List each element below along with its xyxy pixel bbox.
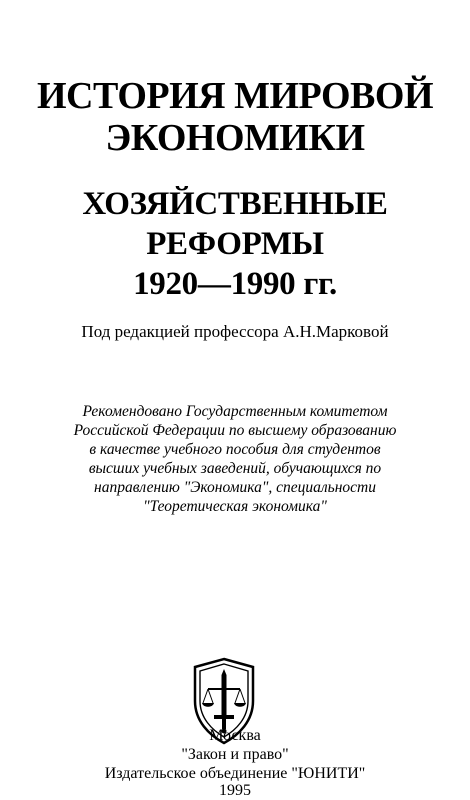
book-title-line-2: ЭКОНОМИКИ: [105, 117, 365, 159]
editor-credit: Под редакцией профессора А.Н.Марковой: [81, 322, 389, 341]
recommendation-line: в качестве учебного пособия для студентов: [89, 441, 381, 458]
recommendation-line: Российской Федерации по высшему образованию: [73, 422, 397, 439]
imprint-publisher: "Закон и право": [181, 746, 289, 763]
imprint-city: Москва: [209, 727, 261, 744]
book-subtitle-years: 1920—1990 гг.: [133, 266, 337, 302]
book-subtitle-line-2: РЕФОРМЫ: [146, 226, 324, 262]
recommendation-line: "Теоретическая экономика": [143, 498, 327, 515]
recommendation-line: высших учебных заведений, обучающихся по: [88, 460, 382, 477]
recommendation-line: Рекомендовано Государственным комитетом: [82, 403, 388, 420]
book-subtitle-line-1: ХОЗЯЙСТВЕННЫЕ: [82, 186, 388, 222]
book-title-line-1: ИСТОРИЯ МИРОВОЙ: [36, 75, 434, 117]
recommendation-line: направлению "Экономика", специальности: [94, 479, 376, 496]
imprint-year: 1995: [219, 782, 251, 799]
imprint-association: Издательское объединение "ЮНИТИ": [104, 765, 366, 782]
